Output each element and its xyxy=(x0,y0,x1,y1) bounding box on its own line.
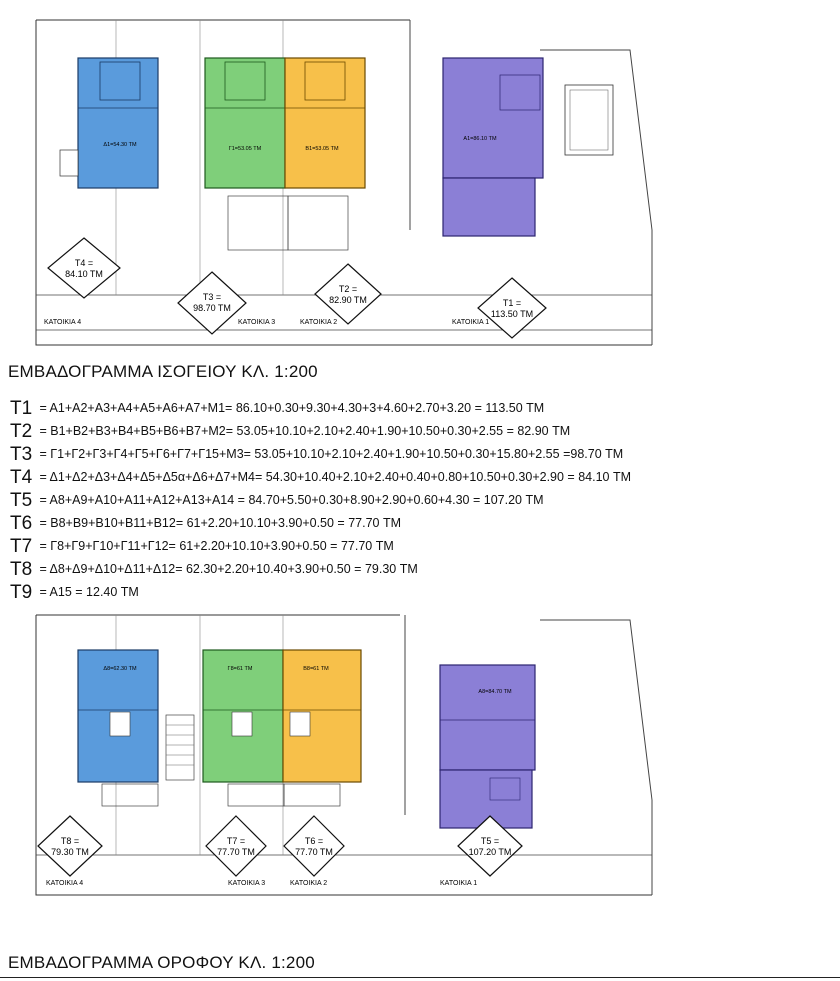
house-4-upper xyxy=(78,650,158,806)
house-label: ΚΑΤΟΙΚΙΑ 3 xyxy=(228,880,266,887)
room-area-label: Δ1=54.30 TM xyxy=(103,142,137,148)
formula-text: = Γ8+Γ9+Γ10+Γ11+Γ12= 61+2.20+10.10+3.90+0.50 = 77.70 TM xyxy=(36,539,394,553)
room-area-label: Α1=86.10 TM xyxy=(463,136,497,142)
yard-outline xyxy=(288,196,348,250)
formula-text: = Α1+Α2+Α3+Α4+Α5+Α6+Α7+Μ1= 86.10+0.30+9.30+4.30+3+4.60+2.70+3.20 = 113.50 TM xyxy=(36,401,545,415)
house-2-upper xyxy=(283,650,361,806)
house-3-upper xyxy=(203,650,284,806)
tag-name: T3 = xyxy=(202,292,222,302)
tag-name: T6 = xyxy=(304,836,324,846)
area-tag-t6 xyxy=(284,816,344,876)
formula-label: T2 xyxy=(10,421,33,442)
tag-name: T5 = xyxy=(480,836,500,846)
page-bottom-rule xyxy=(0,977,840,978)
house-label: ΚΑΤΟΙΚΙΑ 2 xyxy=(290,880,328,887)
house-1-area xyxy=(443,58,543,178)
tag-area: 107.20 TM xyxy=(468,847,512,857)
house-2-ground xyxy=(285,58,365,250)
room-area-label: Δ8=62.30 TM xyxy=(103,666,137,672)
formula-text: = Β8+Β9+Β10+Β11+Β12= 61+2.20+10.10+3.90+0.50 = 77.70 TM xyxy=(36,516,402,530)
house-3-area xyxy=(205,58,285,188)
area-tag-t2 xyxy=(315,264,381,324)
formula-row xyxy=(10,536,835,559)
house-label: ΚΑΤΟΙΚΙΑ 4 xyxy=(46,880,84,887)
formula-text: = Α15 = 12.40 TM xyxy=(36,585,139,599)
formula-row xyxy=(10,490,835,513)
house-4-ground xyxy=(60,58,158,188)
formula-label: T8 xyxy=(10,559,33,580)
house-1-ground xyxy=(443,58,613,236)
balcony-outline xyxy=(102,784,158,806)
formula-row xyxy=(10,444,835,467)
stair-outline xyxy=(60,150,78,176)
formula-row xyxy=(10,398,835,421)
house-1-area xyxy=(440,665,535,770)
house-3-ground xyxy=(205,58,288,250)
tag-name: T8 = xyxy=(60,836,80,846)
stair-hatch xyxy=(166,715,194,780)
formula-label: T4 xyxy=(10,467,33,488)
room-area-label: Γ8=61 TM xyxy=(227,666,253,672)
room-area-label: Β8=61 TM xyxy=(303,666,329,672)
formula-row xyxy=(10,467,835,490)
formula-label: T6 xyxy=(10,513,33,534)
ground-floor-drawing xyxy=(0,0,840,350)
area-tag-t4 xyxy=(48,238,120,298)
house-label: ΚΑΤΟΙΚΙΑ 1 xyxy=(440,880,478,887)
area-tag-t7 xyxy=(206,816,266,876)
room-area-label: Α8=84.70 TM xyxy=(478,689,512,695)
formula-row xyxy=(10,421,835,444)
formula-label: T5 xyxy=(10,490,33,511)
formula-label: T3 xyxy=(10,444,33,465)
house-4-area xyxy=(78,58,158,188)
tag-name: T1 = xyxy=(502,298,522,308)
formula-text: = Δ1+Δ2+Δ3+Δ4+Δ5+Δ5α+Δ6+Δ7+Μ4= 54.30+10.40+2.10+2.40+0.40+0.80+10.50+0.30+2.90 = 84.10 TM xyxy=(36,470,631,484)
yard-outline xyxy=(228,196,288,250)
tag-area: 113.50 TM xyxy=(490,309,534,319)
tag-name: T4 = xyxy=(74,258,94,268)
formula-text: = Α8+Α9+Α10+Α11+Α12+Α13+Α14 = 84.70+5.50+0.30+8.90+2.90+0.60+4.30 = 107.20 TM xyxy=(36,493,544,507)
upper-floor-title: ΕΜΒΑΔΟΓΡΑΜΜΑ ΟΡΟΦΟΥ ΚΛ. 1:200 xyxy=(8,953,315,972)
upper-floor-drawing xyxy=(0,600,840,900)
formula-row xyxy=(10,513,835,536)
room-area-label: Β1=53.05 TM xyxy=(305,146,339,152)
tag-name: T7 = xyxy=(226,836,246,846)
tag-name: T2 = xyxy=(338,284,358,294)
ground-floor-plan xyxy=(0,0,840,350)
area-tag-t1 xyxy=(478,278,546,338)
house-label: ΚΑΤΟΙΚΙΑ 4 xyxy=(44,319,82,326)
formula-label: T9 xyxy=(10,582,33,603)
ground-floor-title: ΕΜΒΑΔΟΓΡΑΜΜΑ ΙΣΟΓΕΙΟΥ ΚΛ. 1:200 xyxy=(8,362,318,381)
house-label: ΚΑΤΟΙΚΙΑ 2 xyxy=(300,319,338,326)
tag-area: 77.70 TM xyxy=(217,847,255,857)
formula-row xyxy=(10,559,835,582)
tag-area: 82.90 TM xyxy=(329,295,367,305)
tag-area: 77.70 TM xyxy=(295,847,333,857)
site-boundary-right xyxy=(540,50,652,345)
formula-label: T1 xyxy=(10,398,33,419)
tag-area: 84.10 TM xyxy=(65,269,103,279)
house-label: ΚΑΤΟΙΚΙΑ 1 xyxy=(452,319,490,326)
formula-text: = Β1+Β2+Β3+Β4+Β5+Β6+Β7+Μ2= 53.05+10.10+2.10+2.40+1.90+10.50+0.30+2.55 = 82.90 TM xyxy=(36,424,571,438)
upper-floor-plan xyxy=(0,600,840,900)
formula-label: T7 xyxy=(10,536,33,557)
house-2-area xyxy=(285,58,365,188)
formula-text: = Γ1+Γ2+Γ3+Γ4+Γ5+Γ6+Γ7+Γ15+Μ3= 53.05+10.10+2.10+2.40+1.90+10.50+0.30+15.80+2.55 =98.70 TM xyxy=(36,447,624,461)
tag-area: 79.30 TM xyxy=(51,847,89,857)
house-1-upper xyxy=(440,665,535,828)
area-tag-t8 xyxy=(38,816,102,876)
area-formulas xyxy=(10,398,835,605)
pool-outline xyxy=(565,85,613,155)
house-label: ΚΑΤΟΙΚΙΑ 3 xyxy=(238,319,276,326)
tag-area: 98.70 TM xyxy=(193,303,231,313)
area-tag-t3 xyxy=(178,272,246,334)
formula-text: = Δ8+Δ9+Δ10+Δ11+Δ12= 62.30+2.20+10.40+3.90+0.50 = 79.30 TM xyxy=(36,562,418,576)
house-1-area-lower xyxy=(443,178,535,236)
room-area-label: Γ1=53.05 TM xyxy=(228,146,262,152)
